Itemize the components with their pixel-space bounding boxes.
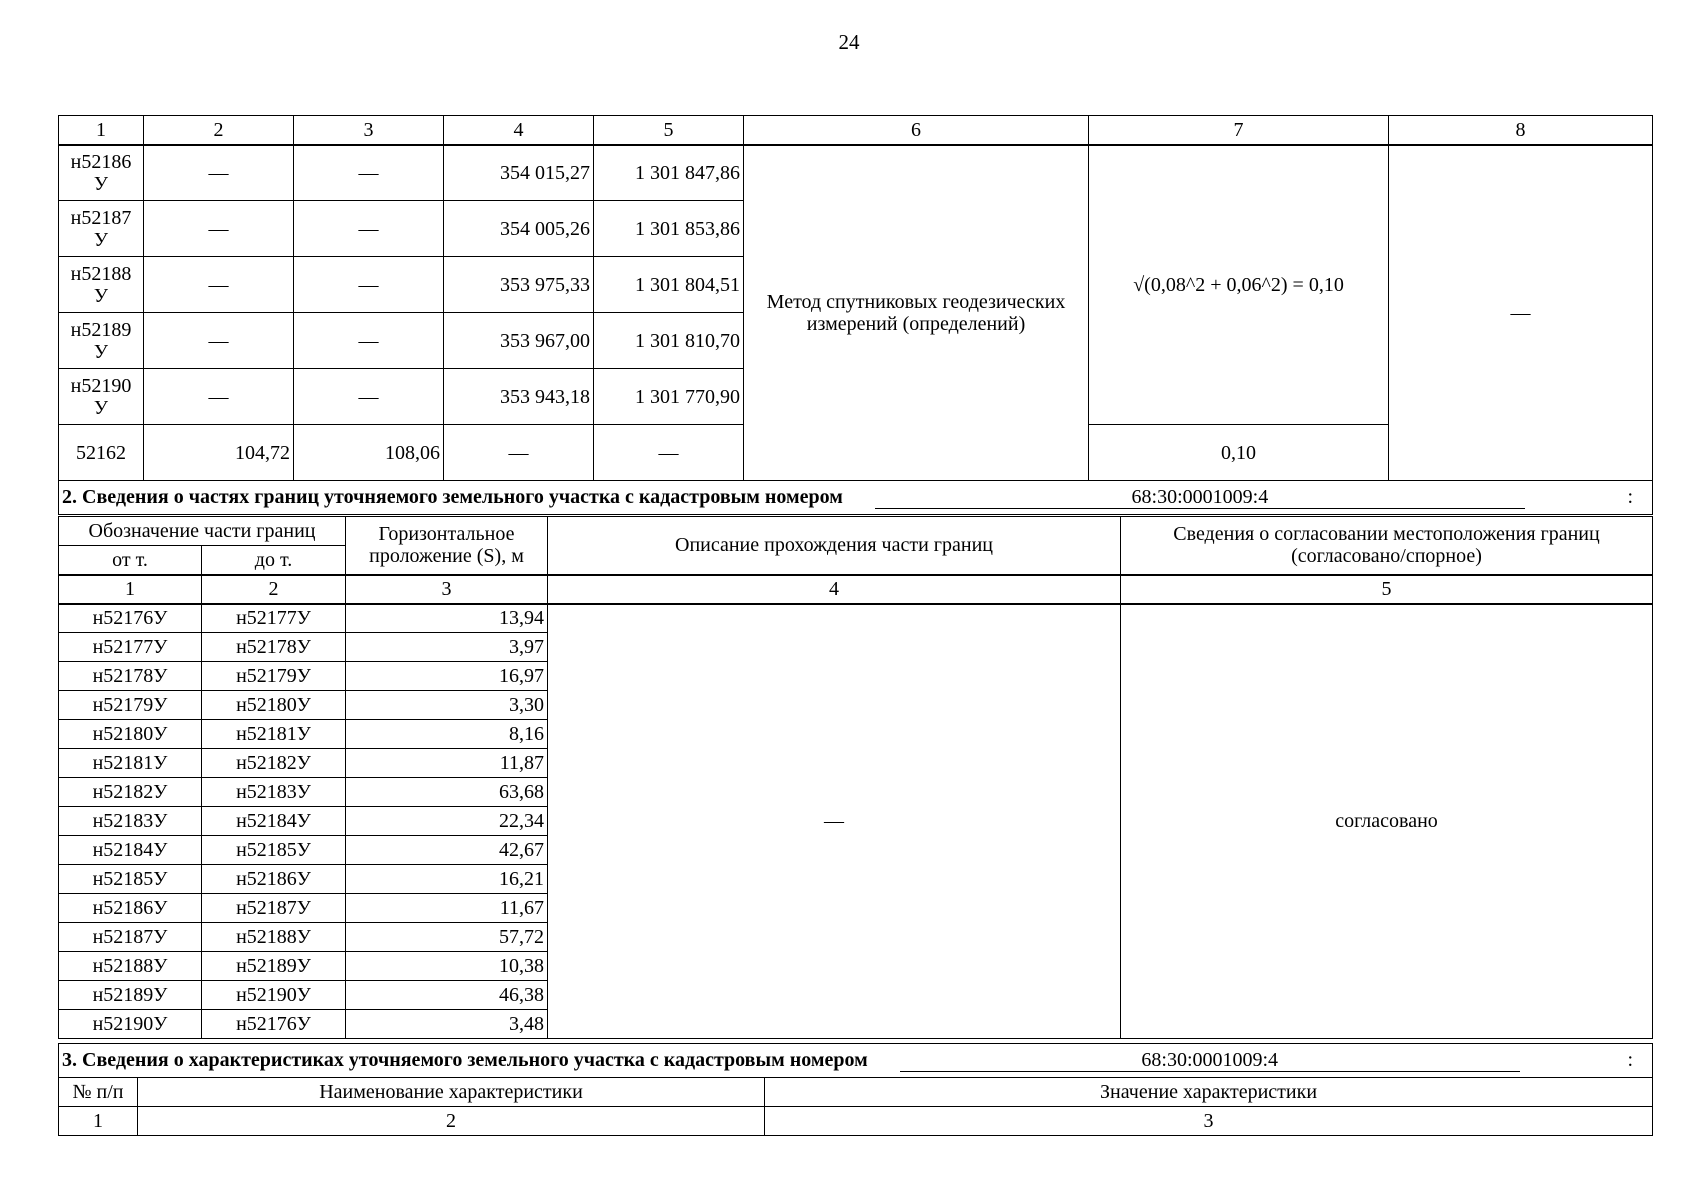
characteristics-table <box>58 1043 1653 1136</box>
to-point: н52190У <box>202 981 346 1010</box>
to-point: н52186У <box>202 865 346 894</box>
length-value: 13,94 <box>346 604 548 633</box>
to-point: н52176У <box>202 1010 346 1039</box>
col-num-8: 8 <box>1389 116 1653 145</box>
point-name: н52188 У <box>59 257 144 313</box>
header-row <box>59 517 1653 546</box>
header-designation: Обозначение части границ <box>59 517 346 546</box>
coordinate-y: 1 301 770,90 <box>594 369 744 425</box>
section-3-title: 3. Сведения о характеристиках уточняемого земельного участка с кадастровым номером <box>62 1049 868 1071</box>
cell-value: — <box>294 369 444 425</box>
from-point: н52182У <box>59 778 202 807</box>
col-num-4: 4 <box>444 116 594 145</box>
from-point: н52181У <box>59 749 202 778</box>
coordinate-x: 354 015,27 <box>444 145 594 201</box>
column-number-row <box>59 1107 1653 1136</box>
accuracy-cell: √(0,08^2 + 0,06^2) = 0,10 <box>1089 145 1389 425</box>
header-value: Значение характеристики <box>765 1078 1653 1107</box>
coordinate-y: 1 301 810,70 <box>594 313 744 369</box>
length-value: 10,38 <box>346 952 548 981</box>
to-point: н52187У <box>202 894 346 923</box>
header-row <box>59 1078 1653 1107</box>
header-description: Описание прохождения части границ <box>548 517 1121 575</box>
length-value: 8,16 <box>346 720 548 749</box>
header-agreement: Сведения о согласовании местоположения границ (согласовано/спорное) <box>1121 517 1653 575</box>
col-num-5: 5 <box>594 116 744 145</box>
to-point: н52183У <box>202 778 346 807</box>
col-num-7: 7 <box>1089 116 1389 145</box>
to-point: н52185У <box>202 836 346 865</box>
accuracy-cell: 0,10 <box>1089 425 1389 481</box>
from-point: н52186У <box>59 894 202 923</box>
to-point: н52180У <box>202 691 346 720</box>
to-point: н52178У <box>202 633 346 662</box>
point-name: 52162 <box>59 425 144 481</box>
to-point: н52179У <box>202 662 346 691</box>
header-length: Горизонтальное проложение (S), м <box>346 517 548 575</box>
coordinate-x: 354 005,26 <box>444 201 594 257</box>
from-point: н52177У <box>59 633 202 662</box>
method-cell: Метод спутниковых геодезических измерений (определений) <box>744 145 1089 481</box>
coordinate-x: — <box>444 425 594 481</box>
column-number-row <box>59 116 1653 145</box>
from-point: н52184У <box>59 836 202 865</box>
from-point: н52187У <box>59 923 202 952</box>
header-to: до т. <box>202 546 346 575</box>
from-point: н52190У <box>59 1010 202 1039</box>
section-2-header <box>59 481 1653 515</box>
cell-value: — <box>294 257 444 313</box>
from-point: н52176У <box>59 604 202 633</box>
agreement-cell: согласовано <box>1121 604 1653 1039</box>
cell-value: 104,72 <box>144 425 294 481</box>
col-num-3: 3 <box>294 116 444 145</box>
section-3-cadastral-number: 68:30:0001009:4 <box>900 1049 1520 1072</box>
col-num-2: 2 <box>202 575 346 604</box>
length-value: 63,68 <box>346 778 548 807</box>
to-point: н52181У <box>202 720 346 749</box>
to-point: н52182У <box>202 749 346 778</box>
cell-value: — <box>144 257 294 313</box>
cell-value: — <box>294 313 444 369</box>
length-value: 11,87 <box>346 749 548 778</box>
description-cell: — <box>548 604 1121 1039</box>
header-name: Наименование характеристики <box>138 1078 765 1107</box>
from-point: н52183У <box>59 807 202 836</box>
col-num-3: 3 <box>346 575 548 604</box>
header-num: № п/п <box>59 1078 138 1107</box>
section-2-colon: : <box>1627 486 1633 508</box>
coordinate-x: 353 967,00 <box>444 313 594 369</box>
coordinate-x: 353 975,33 <box>444 257 594 313</box>
length-value: 16,97 <box>346 662 548 691</box>
from-point: н52178У <box>59 662 202 691</box>
length-value: 3,30 <box>346 691 548 720</box>
length-value: 22,34 <box>346 807 548 836</box>
length-value: 57,72 <box>346 923 548 952</box>
from-point: н52179У <box>59 691 202 720</box>
column-number-row <box>59 575 1653 604</box>
point-name: н52187 У <box>59 201 144 257</box>
cell-value: — <box>144 369 294 425</box>
section-2-title: 2. Сведения о частях границ уточняемого земельного участка с кадастровым номером <box>62 486 843 508</box>
col-num-1: 1 <box>59 116 144 145</box>
to-point: н52177У <box>202 604 346 633</box>
coordinate-y: 1 301 853,86 <box>594 201 744 257</box>
coordinate-y: 1 301 847,86 <box>594 145 744 201</box>
coordinates-table <box>58 115 1653 515</box>
table-row <box>59 145 1653 201</box>
cell-value: — <box>144 145 294 201</box>
page-number: 24 <box>838 30 860 54</box>
length-value: 3,48 <box>346 1010 548 1039</box>
point-name: н52189 У <box>59 313 144 369</box>
cell-value: — <box>144 201 294 257</box>
col-num-6: 6 <box>744 116 1089 145</box>
coordinate-y: 1 301 804,51 <box>594 257 744 313</box>
col-num-3: 3 <box>765 1107 1653 1136</box>
point-name: н52186 У <box>59 145 144 201</box>
cell-value: — <box>144 313 294 369</box>
boundary-parts-table <box>58 516 1653 1039</box>
from-point: н52189У <box>59 981 202 1010</box>
section-2-cadastral-number: 68:30:0001009:4 <box>875 486 1525 509</box>
to-point: н52189У <box>202 952 346 981</box>
col8-cell: — <box>1389 145 1653 481</box>
cell-value: 108,06 <box>294 425 444 481</box>
col-num-1: 1 <box>59 575 202 604</box>
point-name: н52190 У <box>59 369 144 425</box>
length-value: 46,38 <box>346 981 548 1010</box>
from-point: н52180У <box>59 720 202 749</box>
col-num-5: 5 <box>1121 575 1653 604</box>
cell-value: — <box>294 145 444 201</box>
to-point: н52184У <box>202 807 346 836</box>
length-value: 11,67 <box>346 894 548 923</box>
cell-value: — <box>294 201 444 257</box>
from-point: н52185У <box>59 865 202 894</box>
to-point: н52188У <box>202 923 346 952</box>
table-row <box>59 604 1653 633</box>
col-num-1: 1 <box>59 1107 138 1136</box>
col-num-2: 2 <box>138 1107 765 1136</box>
length-value: 16,21 <box>346 865 548 894</box>
length-value: 42,67 <box>346 836 548 865</box>
coordinate-y: — <box>594 425 744 481</box>
coordinate-x: 353 943,18 <box>444 369 594 425</box>
section-3-colon: : <box>1627 1049 1634 1071</box>
section-3-header <box>59 1044 1653 1078</box>
header-from: от т. <box>59 546 202 575</box>
from-point: н52188У <box>59 952 202 981</box>
col-num-2: 2 <box>144 116 294 145</box>
col-num-4: 4 <box>548 575 1121 604</box>
length-value: 3,97 <box>346 633 548 662</box>
